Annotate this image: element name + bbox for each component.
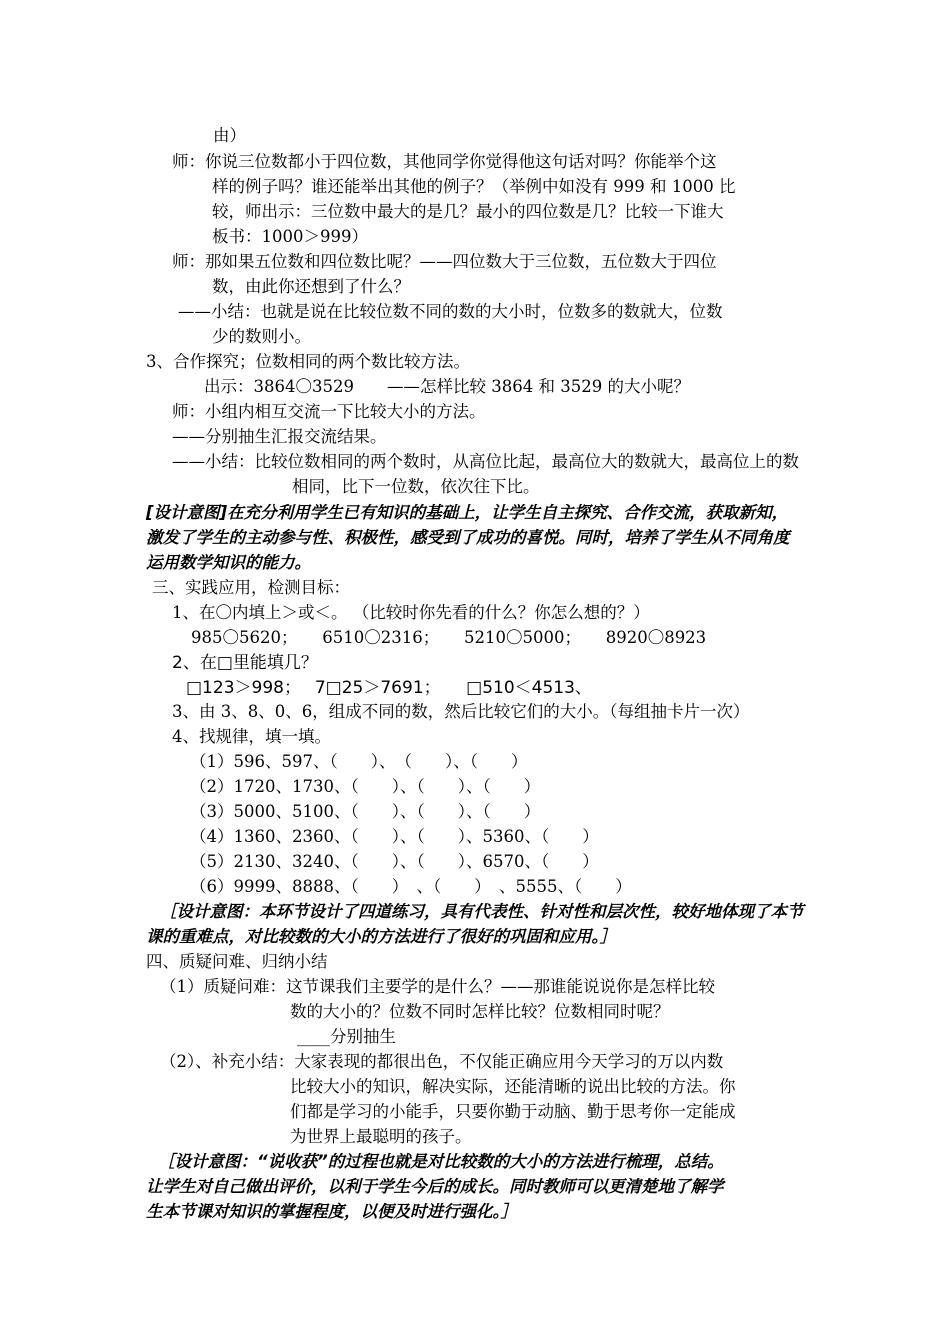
exercise-line: 4、找规律，填一填。 — [172, 727, 331, 746]
pattern-item: （6）9999、8888、（ ） 、（ ） 、5555、（ ） — [190, 877, 632, 896]
text-line: 相同，比下一位数，依次往下比。 — [292, 477, 540, 496]
text-line: 样的例子吗？谁还能举出其他的例子？（举例中如没有 999 和 1000 比 — [212, 177, 736, 196]
text-line: ——小结：比较位数相同的两个数时，从高位比起，最高位大的数就大，最高位上的数 — [172, 452, 799, 471]
exercise-line: 2、在□里能填几？ — [172, 653, 318, 673]
design-intent-note: 生本节课对知识的掌握程度，以便及时进行强化。］ — [146, 1202, 518, 1221]
exercise-line: 985〇5620； 6510〇2316； 5210〇5000； 8920〇8923 — [191, 628, 707, 647]
design-intent-note: 课的重难点，对比较数的大小的方法进行了很好的巩固和应用。］ — [146, 927, 617, 946]
text-line: 出示：3864〇3529 ——怎样比较 3864 和 3529 的大小呢？ — [204, 377, 690, 396]
design-intent-note: 运用数学知识的能力。 — [146, 553, 311, 572]
pattern-item: （3）5000、5100、（ ）、（ ）、（ ） — [190, 802, 541, 821]
text-line: 数的大小的？位数不同时怎样比较？位数相同时呢？ — [290, 1002, 670, 1021]
text-line: （1）质疑问难：这节课我们主要学的是什么？——那谁能说说你是怎样比较 — [160, 977, 715, 996]
exercise-line: □123＞998； 7□25＞7691； □510＜4513、 — [186, 678, 592, 698]
text-line: 师：那如果五位数和四位数比呢？——四位数大于三位数，五位数大于四位 — [172, 252, 717, 271]
text-line: 师：你说三位数都小于四位数，其他同学你觉得他这句话对吗？你能举个这 — [172, 152, 717, 171]
section-heading: 三、实践应用，检测目标： — [152, 578, 350, 597]
text-line: 较，师出示：三位数中最大的是几？最小的四位数是几？比较一下谁大 — [212, 202, 724, 221]
text-line: 师：小组内相互交流一下比较大小的方法。 — [172, 402, 486, 421]
text-line: 由） — [213, 126, 246, 145]
text-line: ——分别抽生汇报交流结果。 — [172, 427, 387, 446]
text-line: （2）、补充小结：大家表现的都很出色，不仅能正确应用今天学习的万以内数 — [160, 1052, 724, 1071]
section-heading: 四、质疑问难、归纳小结 — [146, 952, 328, 971]
design-intent-note: [设计意图]在充分利用学生已有知识的基础上，让学生自主探究、合作交流，获取新知， — [146, 503, 789, 522]
design-intent-note: ［设计意图：“说收获”的过程也就是对比较数的大小的方法进行梳理，总结。 — [158, 1152, 724, 1171]
text-line: 为世界上最聪明的孩子。 — [290, 1127, 472, 1146]
text-line: 比较大小的知识，解决实际，还能清晰的说出比较的方法。你 — [290, 1077, 736, 1096]
exercise-line: 3、由 3、8、0、6，组成不同的数，然后比较它们的大小。（每组抽卡片一次） — [172, 702, 750, 721]
pattern-item: （5）2130、3240、（ ）、（ ）、6570、（ ） — [190, 852, 599, 871]
design-intent-note: 让学生对自己做出评价，以利于学生今后的成长。同时教师可以更清楚地了解学 — [146, 1177, 724, 1196]
pattern-item: （2）1720、1730、（ ）、（ ）、（ ） — [190, 777, 541, 796]
design-intent-note: 激发了学生的主动参与性、积极性，感受到了成功的喜悦。同时，培养了学生从不同角度 — [146, 528, 790, 547]
pattern-item: （4）1360、2360、（ ）、（ ）、5360、（ ） — [190, 827, 599, 846]
design-intent-note: ［设计意图：本环节设计了四道练习，具有代表性、针对性和层次性，较好地体现了本节 — [160, 902, 804, 921]
section-heading: 3、合作探究；位数相同的两个数比较方法。 — [146, 352, 470, 371]
text-line: 数，由此你还想到了什么？ — [212, 277, 410, 296]
exercise-line: 1、在〇内填上＞或＜。 （比较时你先看的什么？你怎么想的？） — [172, 603, 650, 622]
text-line: ——小结：也就是说在比较位数不同的数的大小时，位数多的数就大，位数 — [178, 302, 723, 321]
text-line: 们都是学习的小能手，只要你勤于动脑、勤于思考你一定能成 — [290, 1102, 736, 1121]
text-line: 板书：1000＞999） — [212, 227, 368, 246]
text-line: ____分别抽生 — [297, 1027, 396, 1046]
text-line: 少的数则小。 — [212, 327, 311, 346]
pattern-item: （1）596、597、（ ）、 （ ）、（ ） — [190, 752, 528, 771]
